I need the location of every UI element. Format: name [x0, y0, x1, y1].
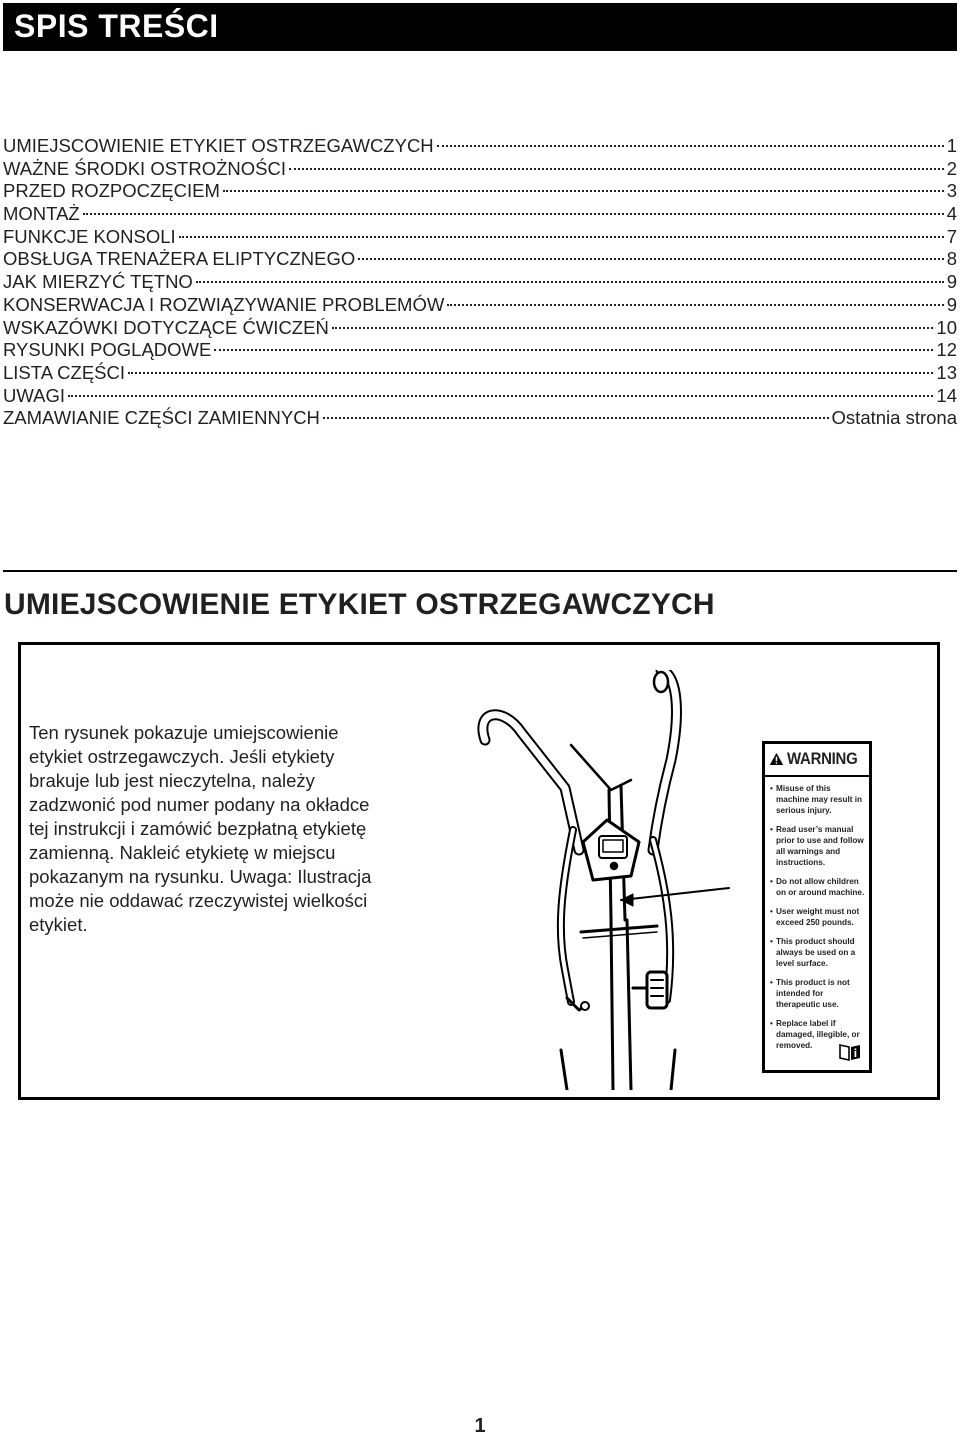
toc-entry-page: 10 — [936, 316, 957, 338]
toc-entry-page: 4 — [946, 203, 957, 225]
warning-heading: WARNING — [786, 749, 858, 768]
toc-entry[interactable] — [3, 203, 957, 226]
warning-label-header — [765, 744, 869, 772]
toc-entry-label: WSKAZÓWKI DOTYCZĄCE ĆWICZEŃ — [3, 316, 329, 338]
toc-entry-label: FUNKCJE KONSOLI — [3, 225, 176, 247]
page-number: 1 — [474, 1415, 486, 1437]
toc-entry[interactable] — [3, 407, 957, 430]
toc-leader-dots — [223, 190, 944, 192]
toc-leader-dots — [83, 213, 944, 215]
warning-item: • User weight must not exceed 250 pounds. — [771, 906, 866, 928]
warning-item: • Replace label if damaged, illegible, or removed. — [771, 1018, 866, 1051]
warning-items — [765, 783, 869, 1051]
warning-label-divider — [765, 775, 869, 777]
toc-entry-label: PRZED ROZPOCZĘCIEM — [3, 180, 220, 202]
page-title: SPIS TREŚCI — [14, 8, 219, 44]
toc-entry-page: 3 — [946, 180, 957, 202]
toc-leader-dots — [179, 236, 944, 238]
title-bar — [3, 3, 957, 51]
toc-entry[interactable] — [3, 362, 957, 385]
warning-item: • This product should always be used on a level surface. — [771, 936, 866, 969]
toc-entry-page: Ostatnia strona — [831, 407, 957, 429]
toc-entry[interactable] — [3, 248, 957, 271]
elliptical-machine-illustration — [461, 670, 761, 1090]
toc-entry[interactable] — [3, 294, 957, 317]
toc-entry-page: 13 — [936, 361, 957, 383]
toc-entry-page: 9 — [946, 271, 957, 293]
warning-item: • Misuse of this machine may result in serious injury. — [771, 783, 866, 816]
warning-triangle-icon — [769, 750, 784, 768]
toc-entry-page: 9 — [946, 293, 957, 315]
illustration-frame — [18, 642, 940, 1100]
toc-entry-label: RYSUNKI POGLĄDOWE — [3, 339, 212, 361]
warning-item: • Do not allow children on or around machine. — [771, 876, 866, 898]
toc-entry[interactable] — [3, 339, 957, 362]
toc-leader-dots — [358, 258, 943, 260]
section-description: Ten rysunek pokazuje umiejscowienie etykiet ostrzegawczych. Jeśli etykiety brakuje lub jest nieczytelna, należy zadzwonić pod numer podany na okładce tej instrukcji i zamówić bezpłatną etykietę zamienną. Nakleić etykietę w miejscu pokazanym na rysunku. Uwaga: Ilustracja może nie oddawać rzeczywistej wielkości etykiet. — [29, 722, 372, 935]
toc-entry-label: LISTA CZĘŚCI — [3, 361, 125, 383]
toc-entry-label: KONSERWACJA I ROZWIĄZYWANIE PROBLEMÓW — [3, 293, 445, 315]
toc-entry-page: 14 — [936, 384, 957, 406]
toc-entry[interactable] — [3, 180, 957, 203]
toc-leader-dots — [196, 281, 944, 283]
toc-entry-page: 7 — [946, 225, 957, 247]
toc-entry[interactable] — [3, 135, 957, 158]
toc-entry-page: 1 — [946, 135, 957, 156]
toc-entry[interactable] — [3, 226, 957, 249]
toc-entry-label: OBSŁUGA TRENAŻERA ELIPTYCZNEGO — [3, 248, 356, 270]
toc-leader-dots — [323, 417, 829, 419]
toc-entry[interactable] — [3, 158, 957, 181]
warning-item: • Read user’s manual prior to use and follow all warnings and instructions. — [771, 824, 866, 868]
section-divider — [3, 570, 957, 572]
table-of-contents — [3, 135, 957, 430]
toc-entry-label: WAŻNE ŚRODKI OSTROŻNOŚCI — [3, 157, 286, 179]
section-heading: UMIEJSCOWIENIE ETYKIET OSTRZEGAWCZYCH — [4, 588, 715, 621]
warning-item: • This product is not intended for therapeutic use. — [771, 977, 866, 1010]
toc-entry-page: 8 — [946, 248, 957, 270]
toc-leader-dots — [447, 304, 943, 306]
toc-leader-dots — [332, 327, 934, 329]
warning-label — [762, 741, 872, 1073]
toc-entry-page: 2 — [946, 157, 957, 179]
toc-entry[interactable] — [3, 271, 957, 294]
toc-entry-label: UWAGI — [3, 384, 66, 406]
toc-entry-label: ZAMAWIANIE CZĘŚCI ZAMIENNYCH — [3, 407, 320, 429]
toc-entry[interactable] — [3, 317, 957, 340]
toc-entry-label: UMIEJSCOWIENIE ETYKIET OSTRZEGAWCZYCH — [3, 135, 434, 156]
toc-leader-dots — [214, 349, 933, 351]
toc-leader-dots — [68, 395, 933, 397]
read-manual-icon — [838, 1042, 862, 1062]
toc-leader-dots — [437, 145, 944, 147]
toc-entry-label: JAK MIERZYĆ TĘTNO — [3, 271, 193, 293]
toc-leader-dots — [128, 372, 933, 374]
toc-entry-page: 12 — [936, 339, 957, 361]
toc-entry-label: MONTAŻ — [3, 203, 80, 225]
toc-leader-dots — [289, 168, 944, 170]
toc-entry[interactable] — [3, 385, 957, 408]
